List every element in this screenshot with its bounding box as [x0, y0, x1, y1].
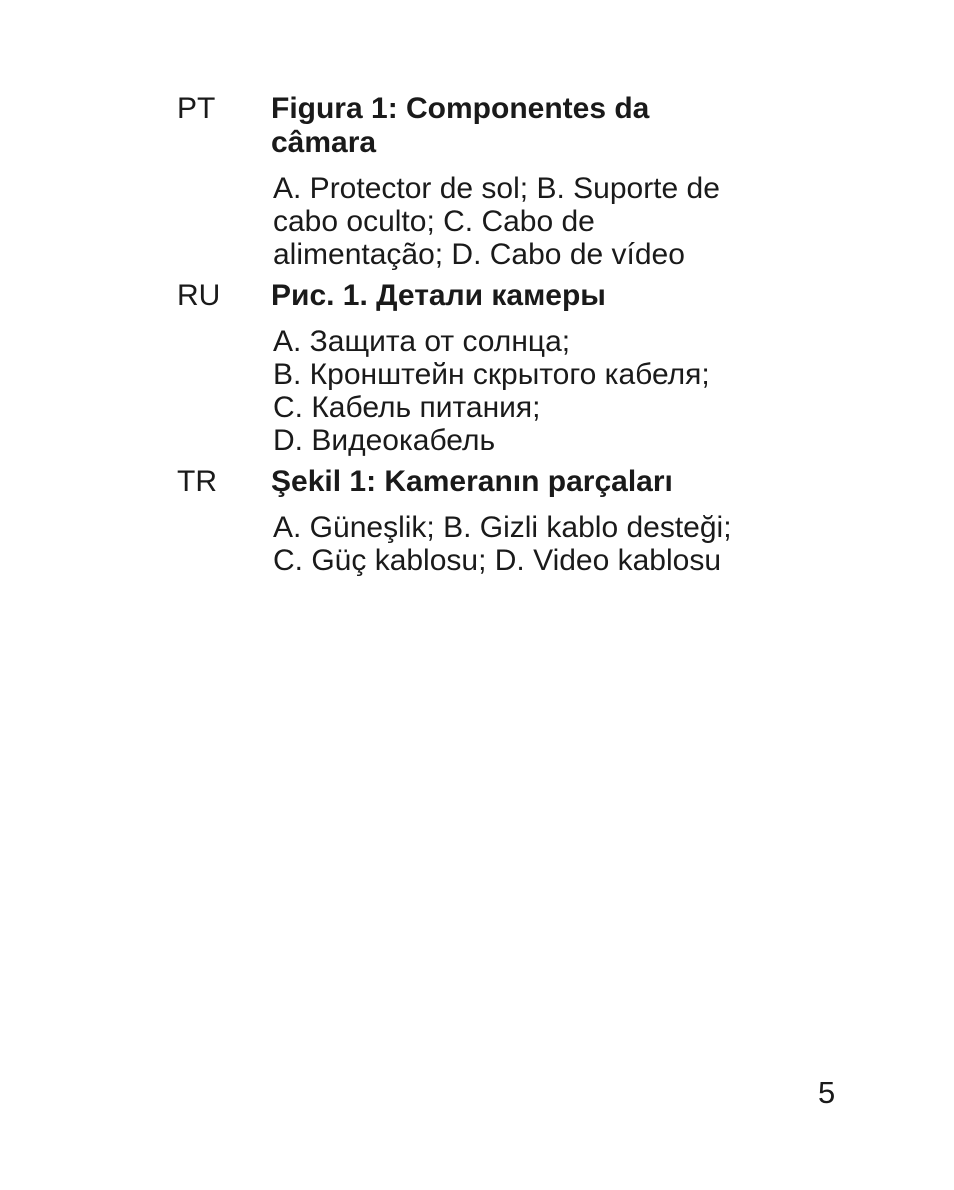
description-line: A. Protector de sol; B. Suporte de: [273, 172, 720, 205]
figure-description: [273, 172, 827, 271]
language-code: RU: [177, 279, 221, 312]
section-body: [271, 465, 827, 577]
figure-title: Рис. 1. Детали камеры: [271, 279, 606, 312]
description-line: B. Кронштейн скрытого кабеля;: [273, 358, 710, 391]
description-line: alimentação; D. Cabo de vídeo: [273, 238, 685, 271]
section-body: [271, 279, 827, 457]
language-code: TR: [177, 465, 217, 498]
section-ru: [177, 279, 827, 457]
section-body: [271, 92, 827, 271]
title-line: câmara: [271, 126, 377, 159]
figure-title: [271, 92, 827, 160]
figure-title: Şekil 1: Kameranın parçaları: [271, 465, 673, 498]
figure-description: [273, 511, 827, 577]
section-pt: [177, 92, 827, 271]
document-content: [177, 92, 827, 585]
description-line: C. Кабель питания;: [273, 391, 541, 424]
description-line: cabo oculto; C. Cabo de: [273, 205, 595, 238]
page-number: 5: [818, 1075, 836, 1110]
description-line: D. Видеокабель: [273, 424, 496, 457]
figure-description: [273, 325, 827, 457]
language-code: PT: [177, 92, 216, 125]
description-line: A. Защита от солнца;: [273, 325, 571, 358]
description-line: A. Güneşlik; B. Gizli kablo desteği;: [273, 511, 732, 544]
description-line: C. Güç kablosu; D. Video kablosu: [273, 544, 722, 577]
section-tr: [177, 465, 827, 577]
title-line: Figura 1: Componentes da: [271, 92, 650, 125]
